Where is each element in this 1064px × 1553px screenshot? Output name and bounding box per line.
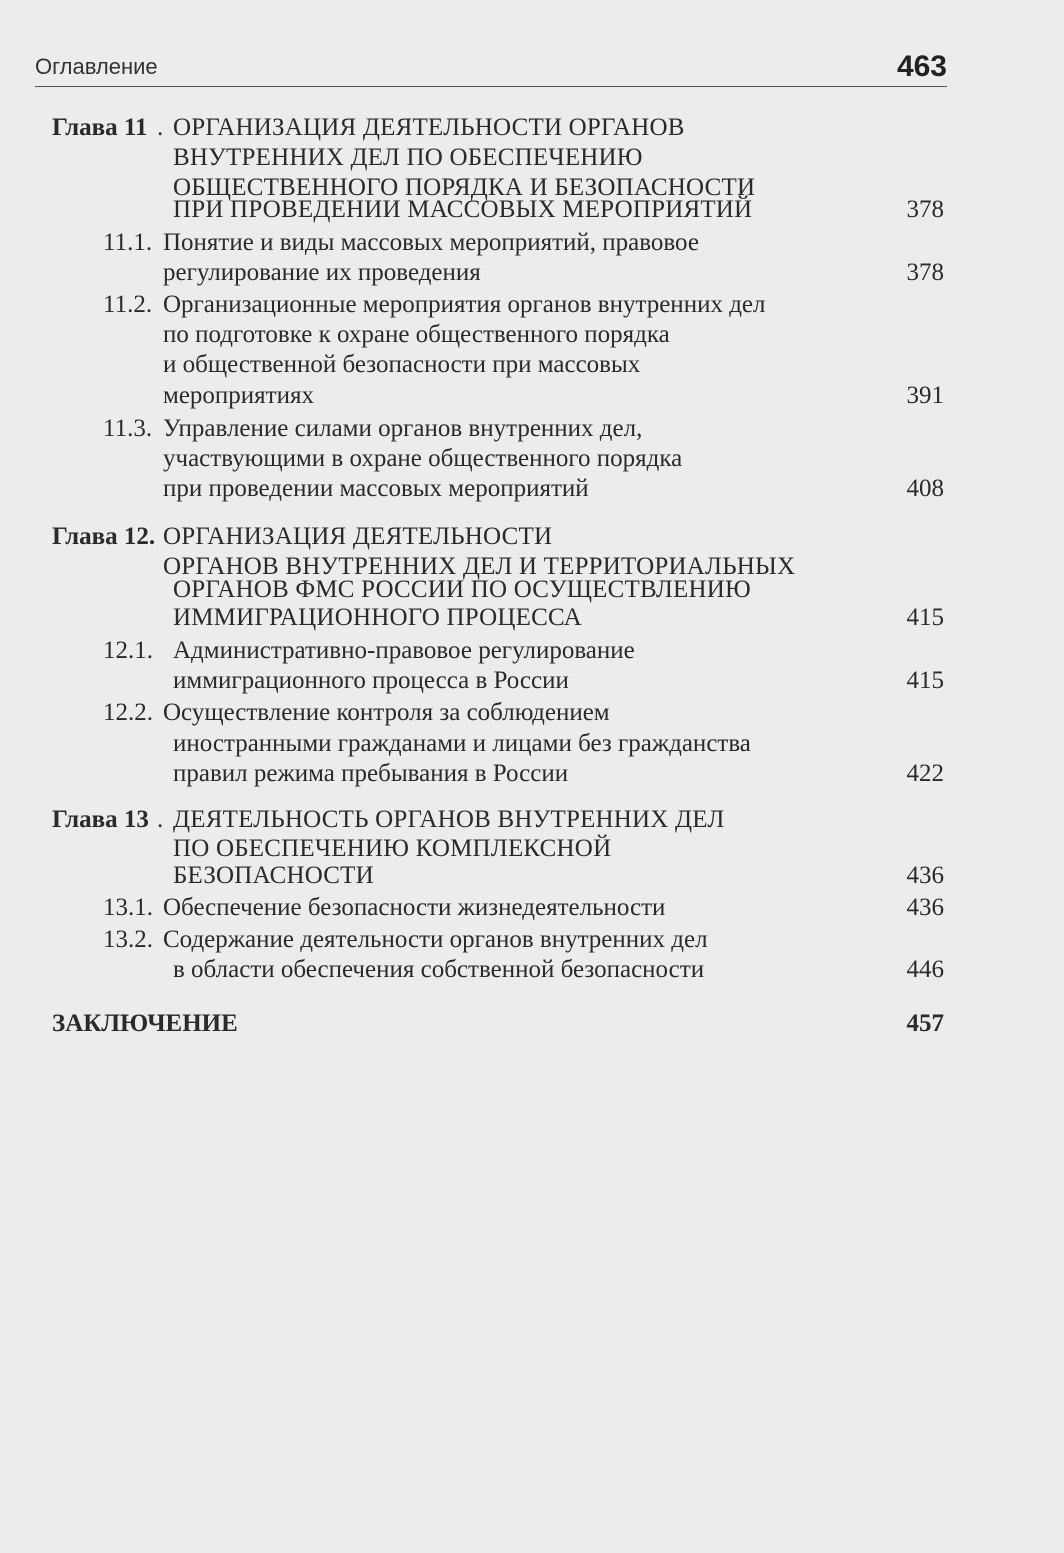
page-header bbox=[35, 50, 947, 84]
chapter-11-title-line: ОБЩЕСТВЕННОГО ПОРЯДКА И БЕЗОПАСНОСТИ bbox=[173, 174, 756, 201]
chapter-11-prefix: Глава 11 bbox=[52, 114, 148, 141]
section-title-line: правил режима пребывания в России bbox=[173, 760, 569, 787]
section-title-line: иммиграционного процесса в России bbox=[173, 667, 569, 694]
section-number: 12.2. bbox=[103, 699, 153, 726]
running-title: Оглавление bbox=[35, 54, 158, 79]
section-title-line: Организационные мероприятия органов внутренних дел bbox=[163, 291, 766, 318]
chapter-13-page: 436 bbox=[906, 862, 944, 889]
section-title-line: иностранными гражданами и лицами без гражданства bbox=[173, 730, 751, 757]
chapter-13-title-line: ДЕЯТЕЛЬНОСТЬ ОРГАНОВ ВНУТРЕННИХ ДЕЛ bbox=[173, 806, 725, 833]
conclusion-page: 457 bbox=[906, 1010, 944, 1037]
section-title-line: Содержание деятельности органов внутренних дел bbox=[163, 926, 708, 953]
section-title-line: по подготовке к охране общественного порядка bbox=[163, 321, 670, 348]
chapter-13-prefix: Глава 13 bbox=[52, 806, 149, 833]
section-page: 378 bbox=[906, 259, 944, 286]
page-number: 463 bbox=[896, 50, 947, 83]
chapter-12-title-line: ОРГАНОВ ФМС РОССИИ ПО ОСУЩЕСТВЛЕНИЮ bbox=[173, 576, 751, 603]
section-number: 11.3. bbox=[103, 415, 153, 442]
section-title-line: Управление силами органов внутренних дел, bbox=[163, 415, 643, 442]
section-number: 13.2. bbox=[103, 926, 153, 953]
section-title-line: мероприятиях bbox=[163, 382, 314, 409]
section-title-line: Осуществление контроля за соблюдением bbox=[163, 699, 610, 726]
section-number: 11.2. bbox=[103, 291, 153, 318]
section-number: 12.1. bbox=[103, 637, 153, 664]
conclusion-label: ЗАКЛЮЧЕНИЕ bbox=[52, 1010, 238, 1037]
header-rule bbox=[35, 86, 947, 87]
section-title-line: Обеспечение безопасности жизнедеятельности bbox=[163, 894, 666, 921]
chapter-11-title-line: ОРГАНИЗАЦИЯ ДЕЯТЕЛЬНОСТИ ОРГАНОВ bbox=[173, 114, 685, 141]
section-page: 436 bbox=[906, 894, 944, 921]
section-page: 446 bbox=[906, 956, 944, 983]
chapter-13-title-line: ПО ОБЕСПЕЧЕНИЮ КОМПЛЕКСНОЙ bbox=[173, 835, 612, 862]
section-number: 13.1. bbox=[103, 894, 153, 921]
section-page: 422 bbox=[906, 760, 944, 787]
chapter-13-dot: . bbox=[157, 806, 164, 833]
chapter-11-dot: . bbox=[157, 114, 164, 141]
section-page: 408 bbox=[906, 475, 944, 502]
chapter-12-title-line: ОРГАНИЗАЦИЯ ДЕЯТЕЛЬНОСТИ bbox=[163, 523, 553, 550]
section-number: 11.1. bbox=[103, 229, 153, 256]
section-title-line: при проведении массовых мероприятий bbox=[163, 475, 589, 502]
section-page: 391 bbox=[906, 382, 944, 409]
section-title-line: Административно-правовое регулирование bbox=[173, 637, 635, 664]
chapter-11-page: 378 bbox=[906, 196, 944, 223]
chapter-11-title-line: ВНУТРЕННИХ ДЕЛ ПО ОБЕСПЕЧЕНИЮ bbox=[173, 144, 643, 171]
section-page: 415 bbox=[906, 667, 944, 694]
chapter-13-title-line: БЕЗОПАСНОСТИ bbox=[173, 862, 374, 889]
chapter-12-prefix: Глава 12. bbox=[52, 523, 156, 550]
section-title-line: регулирование их проведения bbox=[163, 259, 481, 286]
chapter-12-page: 415 bbox=[906, 604, 944, 631]
section-title-line: участвующими в охране общественного порядка bbox=[163, 445, 683, 472]
section-title-line: и общественной безопасности при массовых bbox=[163, 351, 641, 378]
section-title-line: в области обеспечения собственной безопасности bbox=[173, 956, 705, 983]
chapter-12-title-line: ИММИГРАЦИОННОГО ПРОЦЕССА bbox=[173, 604, 582, 631]
section-title-line: Понятие и виды массовых мероприятий, правовое bbox=[163, 229, 699, 256]
chapter-11-title-line: ПРИ ПРОВЕДЕНИИ МАССОВЫХ МЕРОПРИЯТИЙ bbox=[173, 196, 753, 223]
chapter-12-title-line: ОРГАНОВ ВНУТРЕННИХ ДЕЛ И ТЕРРИТОРИАЛЬНЫХ bbox=[163, 553, 796, 580]
